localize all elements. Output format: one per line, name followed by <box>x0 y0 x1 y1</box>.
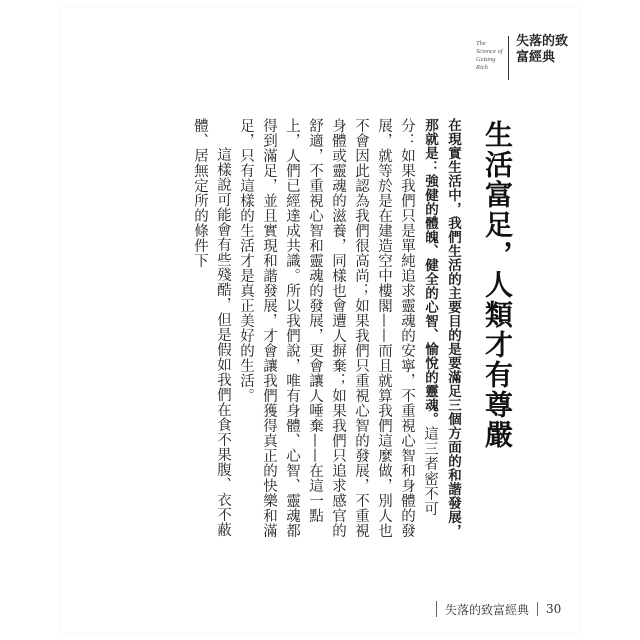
footer-divider-left <box>436 601 437 617</box>
footer-book-title: 失落的致富經典 <box>445 602 530 617</box>
header-english-title: The Science of Getting Rich <box>476 40 503 71</box>
book-page <box>60 8 580 632</box>
footer-divider-middle <box>537 602 538 616</box>
header-divider <box>508 36 509 80</box>
header-chinese-title: 失落的致富經典 <box>516 34 569 65</box>
lead-sentence: 在現實生活中，我們生活的主要目的是要滿足三個方面的和諧發展，那就是：強健的體魄、健全的心智、愉悅的靈魂。 <box>422 118 461 538</box>
paragraph-2: 這樣說可能會有些殘酷，但是假如我們在食不果腹、衣不蔽體、居無定所的條件下 <box>192 118 231 537</box>
paragraph-1-text: 這三者密不可分：如果我們只是單純追求靈魂的安寧，不重視心智和身體的發展，就等於是在建造空中樓閣——而且就算我們這麼做，別人也不會因此認為我們很高尚；如果我們只重視心智的發展，不重視身體或靈魂的滋養，同樣也會遭人摒棄；如果我們只追求感官的舒適，不重視心智和靈魂的發展，更會讓人唾棄——在這一點上，人們已經達成共識。所以我們說，唯有身體、心智、靈魂都得到滿足，並且實現和諧發展，才會讓我們獲得真正的快樂和滿足，只有這樣的生活才是真正美好的生活。 <box>238 118 438 538</box>
page-footer <box>436 599 561 619</box>
chapter-heading: 生活富足，人類才有尊嚴 <box>481 120 514 450</box>
body-text <box>188 118 464 538</box>
running-header <box>476 34 568 92</box>
page-number: 30 <box>546 602 562 616</box>
paragraph-1 <box>234 118 464 538</box>
